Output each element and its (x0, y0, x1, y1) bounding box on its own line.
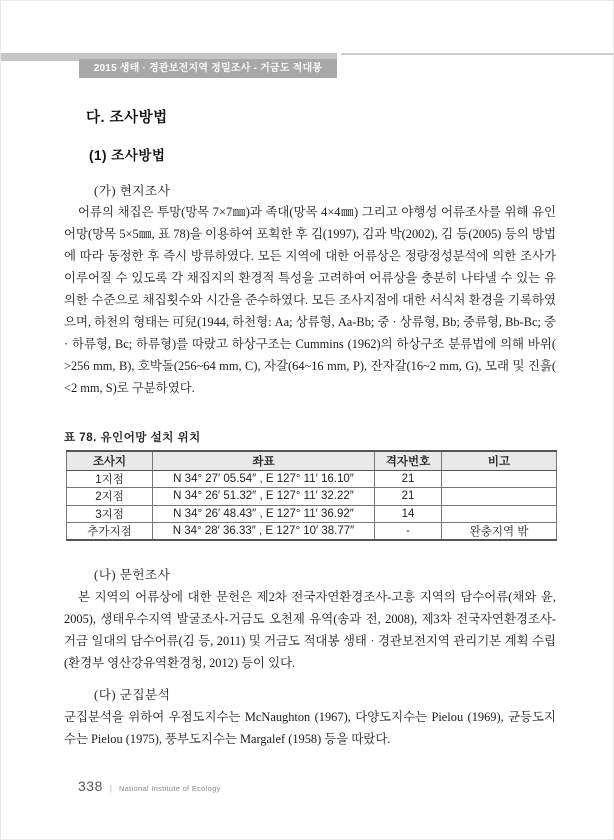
page-number: 338 (78, 778, 103, 794)
field-survey-heading: (가) 현지조사 (94, 184, 171, 198)
literature-survey-heading: (나) 문헌조사 (94, 568, 171, 582)
coordinate-cell: N 34° 28′ 36.33″ , E 127° 10′ 38.77″ (153, 523, 375, 541)
table-row (67, 505, 557, 523)
coordinate-cell: N 34° 26′ 48.43″ , E 127° 11′ 36.92″ (153, 505, 375, 523)
table-row (67, 470, 557, 488)
institute-name: National Institute of Ecology (118, 784, 221, 793)
table-row (67, 488, 557, 506)
header-grid-number: 격자번호 (375, 451, 442, 470)
grid-cell: - (375, 523, 442, 541)
note-cell: 완충지역 밖 (442, 523, 557, 541)
page-footer (78, 778, 221, 794)
subsection-heading: (1) 조사방법 (89, 148, 166, 163)
section-heading: 다. 조사방법 (86, 110, 168, 126)
site-cell: 1지점 (67, 470, 153, 488)
header-site: 조사지 (67, 451, 153, 470)
note-cell (442, 470, 557, 488)
header-coordinates: 좌표 (153, 451, 375, 470)
coordinate-cell: N 34° 26′ 51.32″ , E 127° 11′ 32.22″ (153, 488, 375, 506)
table-row (67, 523, 557, 541)
footer-separator: | (109, 784, 112, 793)
note-cell (442, 505, 557, 523)
header-note: 비고 (442, 451, 557, 470)
header-rule (341, 53, 613, 55)
grid-cell: 21 (375, 488, 442, 506)
note-cell (442, 488, 557, 506)
cluster-analysis-paragraph: 군집분석을 위하여 우점도지수는 McNaughton (1967), 다양도지수는 Pielou (1969), 균등도지수는 Pielou (1975), 풍부도지수는 Margalef (1958) 등을 따랐다. (64, 710, 556, 746)
report-title-badge: 2015 생태 · 경관보전지역 정밀조사 - 거금도 적대봉 (79, 59, 337, 78)
site-cell: 3지점 (67, 505, 153, 523)
site-cell: 추가지점 (67, 523, 153, 541)
site-cell: 2지점 (67, 488, 153, 506)
field-survey-paragraph: 어류의 채집은 투망(망목 7×7㎜)과 족대(망목 4×4㎜) 그리고 야행성 어류조사를 위해 유인어망(망목 5×5㎜, 표 78)을 이용하여 포획한 후 김(1997), 김과 박(2002), 김 등(2005) 등의 방법에 따라 동정한 후 즉시 방류하였다. 모든 지역에 대한 어류상은 정량정성분석에 의한 조사가 이루어질 수 있도록 각 채집지의 환경적 특성을 고려하여 어류상을 충분히 나타낼 수 있는 유의한 수준으로 채집횟수와 시간을 준수하였다. 모든 조사지점에 대한 서식처 환경을 기록하였으며, 하천의 형태는 可兒(1944, 하천형: Aa; 상류형, Aa-Bb; 중 · 상류형, Bb; 중류형, Bb-Bc; 중 · 하류형, Bc; 하류형)를 따랐고 하상구조는 Cummins (1962)의 하상구조 분류법에 의해 바위( >256 mm, B), 호박돌(256~64 mm, C), 자갈(64~16 mm, P), 잔자갈(16~2 mm, G), 모래 및 진흙( <2 mm, S)로 구분하였다. (64, 205, 556, 395)
table-caption: 표 78. 유인어망 설치 위치 (64, 432, 201, 444)
literature-survey-paragraph: 본 지역의 어류상에 대한 문헌은 제2차 전국자연환경조사-고흥 지역의 담수어류(채와 윤, 2005), 생태우수지역 발굴조사-거금도 오천제 유역(송과 전, 2008), 제3차 전국자연환경조사-거금 일대의 담수어류(김 등, 2011) 및 거금도 적대봉 생태 · 경관보전지역 관리기본 계획 수립(환경부 영산강유역환경청, 2012) 등이 있다. (64, 590, 556, 670)
grid-cell: 21 (375, 470, 442, 488)
coordinate-cell: N 34° 27′ 05.54″ , E 127° 11′ 16.10″ (153, 470, 375, 488)
grid-cell: 14 (375, 505, 442, 523)
trap-location-table (66, 450, 557, 541)
cluster-analysis-heading: (다) 군집분석 (94, 688, 171, 702)
table-header-row (67, 451, 557, 470)
